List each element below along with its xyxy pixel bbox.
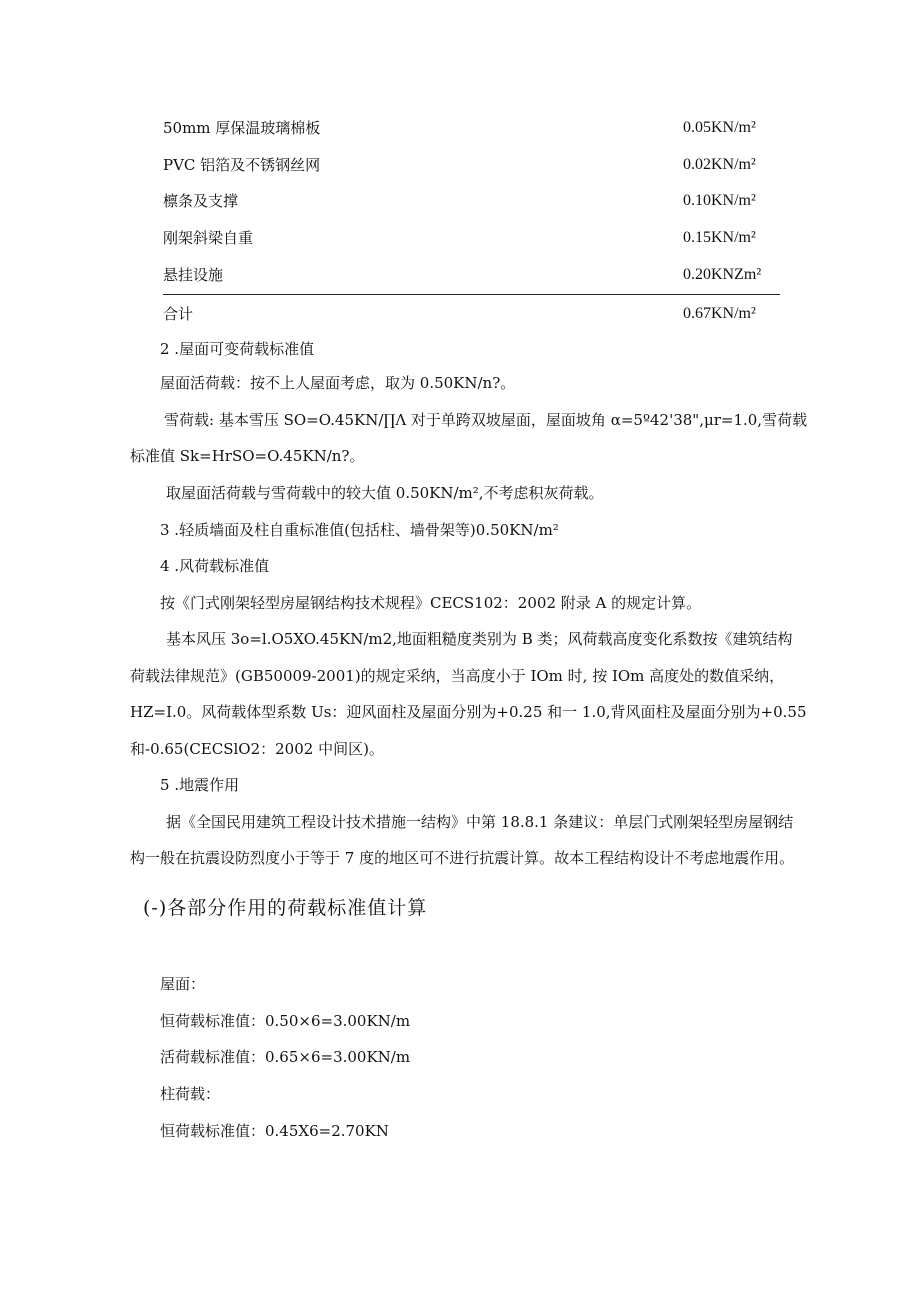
row-value: 0.05KN/m² <box>683 119 756 136</box>
table-row <box>163 115 780 141</box>
column-label: 柱荷载： <box>160 1085 221 1103</box>
row-name: 檩条及支撑 <box>163 192 239 210</box>
wind-text-line1: 基本风压 3o=l.O5XO.45KN/m2,地面粗糙度类别为 B 类；风荷载高度变化系数按《建筑结构 <box>166 630 793 648</box>
table-row <box>163 152 780 178</box>
table-row <box>163 225 780 251</box>
total-value: 0.67KN/m² <box>683 305 756 322</box>
row-value: 0.20KNZm² <box>683 266 762 283</box>
snow-load-text-line2: 标准值 Sk=HrSO=O.45KN/n?。 <box>130 447 365 465</box>
section-3-title: 3 .轻质墙面及柱自重标准值(包括柱、墙骨架等)0.50KN/m² <box>160 521 559 539</box>
column-dead-load: 恒荷载标准值：0.45X6=2.70KN <box>160 1122 389 1140</box>
wind-text-line3: HZ=I.0。风荷载体型系数 Us：迎风面柱及屋面分别为+0.25 和一 1.0,背风面柱及屋面分别为+0.55 <box>130 703 807 721</box>
section-2-title: 2 .屋面可变荷载标准值 <box>160 340 315 358</box>
section-5-title: 5 .地震作用 <box>160 776 240 794</box>
row-name: 悬挂设施 <box>163 266 224 284</box>
wind-text-line2: 荷载法律规范》(GB50009-2001)的规定采纳，当高度小于 IOm 时, 按 IOm 高度处的数值采纳， <box>130 667 785 685</box>
roof-live-load: 活荷载标准值：0.65×6=3.00KN/m <box>160 1048 411 1066</box>
section-heading: (-)各部分作用的荷载标准值计算 <box>143 897 428 919</box>
row-value: 0.02KN/m² <box>683 156 756 173</box>
row-name: 50mm 厚保温玻璃棉板 <box>163 119 321 137</box>
row-value: 0.15KN/m² <box>683 229 756 246</box>
max-load-text: 取屋面活荷载与雪荷载中的较大值 0.50KN/m²,不考虑积灰荷载。 <box>166 484 604 502</box>
table-row <box>163 262 780 288</box>
seismic-text-line2: 构一般在抗震设防烈度小于等于 7 度的地区可不进行抗震计算。故本工程结构设计不考虑地震作用。 <box>130 849 795 867</box>
total-name: 合计 <box>163 305 194 323</box>
row-name: 刚架斜梁自重 <box>163 229 254 247</box>
table-divider <box>163 294 780 295</box>
table-row <box>163 188 780 214</box>
table-total-row <box>163 301 780 327</box>
snow-load-text-line1: 雪荷载: 基本雪压 SO=O.45KN/∏Λ 对于单跨双坡屋面，屋面坡角 α=5º42'38",μr=1.0,雪荷载 <box>164 411 808 429</box>
roof-label: 屋面： <box>160 975 206 993</box>
wind-text-line4: 和-0.65(CECSlO2：2002 中间区)。 <box>130 740 384 758</box>
roof-dead-load: 恒荷载标准值：0.50×6=3.00KN/m <box>160 1012 411 1030</box>
row-value: 0.10KN/m² <box>683 192 756 209</box>
section-4-title: 4 .风荷载标准值 <box>160 557 270 575</box>
wind-spec-text: 按《门式刚架轻型房屋钢结构技术规程》CECS102：2002 附录 A 的规定计算。 <box>160 594 702 612</box>
roof-live-load-text: 屋面活荷载：按不上人屋面考虑，取为 0.50KN/n?。 <box>160 374 516 392</box>
seismic-text-line1: 据《全国民用建筑工程设计技术措施一结构》中第 18.8.1 条建议：单层门式刚架轻型房屋钢结 <box>166 813 794 831</box>
row-name: PVC 铝箔及不锈钢丝网 <box>163 156 321 174</box>
